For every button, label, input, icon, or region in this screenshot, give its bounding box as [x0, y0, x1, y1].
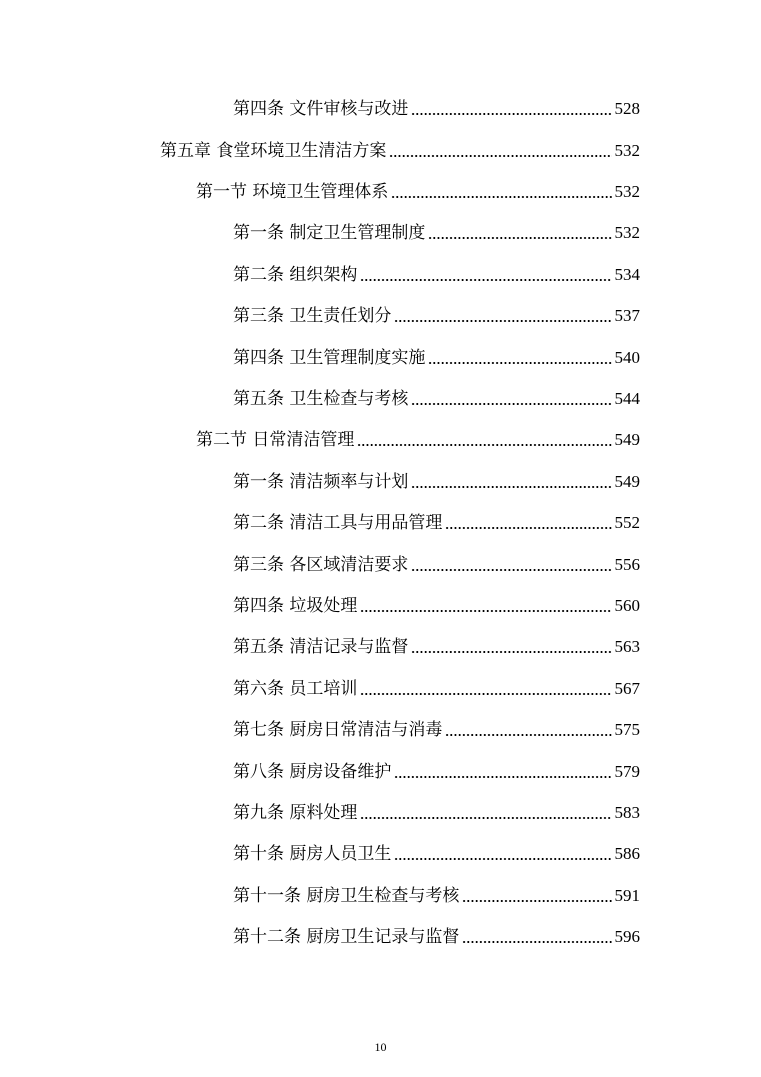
toc-entry-title: 第二条 清洁工具与用品管理 [233, 513, 443, 533]
toc-entry[interactable] [233, 220, 640, 246]
toc-entry-title: 第四条 文件审核与改进 [233, 99, 409, 119]
toc-entry-title: 第一条 清洁频率与计划 [233, 472, 409, 492]
toc-entry-page: 534 [614, 265, 640, 284]
toc-entry[interactable] [233, 883, 640, 909]
toc-entry-title: 第九条 原料处理 [233, 803, 358, 823]
toc-entry-page: 556 [614, 555, 640, 574]
toc-entry[interactable] [160, 138, 640, 164]
dot-leader [411, 486, 611, 488]
toc-entry[interactable] [233, 676, 640, 702]
toc-entry[interactable] [233, 841, 640, 867]
toc-entry-title: 第三条 卫生责任划分 [233, 306, 392, 326]
toc-entry[interactable] [233, 386, 640, 412]
toc-entry-page: 528 [614, 99, 640, 118]
dot-leader [394, 858, 611, 860]
dot-leader [394, 776, 611, 778]
dot-leader [360, 693, 611, 695]
toc-entry[interactable] [196, 427, 640, 453]
toc-entry-title: 第一条 制定卫生管理制度 [233, 223, 426, 243]
dot-leader [360, 279, 611, 281]
dot-leader [428, 362, 611, 364]
toc-entry-title: 第十二条 厨房卫生记录与监督 [233, 927, 460, 947]
toc-entry[interactable] [233, 96, 640, 122]
toc-entry-title: 第八条 厨房设备维护 [233, 762, 392, 782]
dot-leader [411, 651, 611, 653]
dot-leader [428, 237, 611, 239]
dot-leader [445, 734, 611, 736]
toc-entry-title: 第十一条 厨房卫生检查与考核 [233, 886, 460, 906]
toc-entry-page: 552 [614, 513, 640, 532]
dot-leader [360, 610, 611, 612]
toc-entry-title: 第二条 组织架构 [233, 265, 358, 285]
toc-entry-page: 586 [614, 844, 640, 863]
toc-entry[interactable] [233, 345, 640, 371]
toc-entry-title: 第四条 卫生管理制度实施 [233, 348, 426, 368]
dot-leader [389, 155, 611, 157]
toc-entry-page: 591 [614, 886, 640, 905]
toc-entry-page: 579 [614, 762, 640, 781]
dot-leader [411, 403, 611, 405]
toc-entry[interactable] [233, 717, 640, 743]
toc-entry[interactable] [233, 634, 640, 660]
toc-entry[interactable] [233, 262, 640, 288]
toc-entry[interactable] [233, 759, 640, 785]
toc-entry[interactable] [233, 800, 640, 826]
toc-entry-title: 第三条 各区域清洁要求 [233, 555, 409, 575]
toc-entry-page: 563 [614, 637, 640, 656]
dot-leader [394, 320, 611, 322]
toc-entry-page: 596 [614, 927, 640, 946]
toc-entry[interactable] [233, 924, 640, 950]
toc-entry-page: 532 [614, 223, 640, 242]
toc-entry[interactable] [233, 469, 640, 495]
dot-leader [391, 196, 611, 198]
toc-entry-page: 583 [614, 803, 640, 822]
dot-leader [462, 941, 611, 943]
toc-entry-page: 532 [614, 182, 640, 201]
dot-leader [445, 527, 611, 529]
toc-entry-title: 第七条 厨房日常清洁与消毒 [233, 720, 443, 740]
toc-entry-page: 532 [614, 141, 640, 160]
dot-leader [357, 444, 611, 446]
toc-entry-page: 567 [614, 679, 640, 698]
toc-entry-title: 第五条 清洁记录与监督 [233, 637, 409, 657]
toc-entry-page: 549 [614, 430, 640, 449]
toc-entry[interactable] [233, 552, 640, 578]
dot-leader [360, 817, 611, 819]
dot-leader [411, 569, 611, 571]
dot-leader [462, 900, 611, 902]
toc-entry-title: 第十条 厨房人员卫生 [233, 844, 392, 864]
toc-entry-page: 575 [614, 720, 640, 739]
toc-entry[interactable] [233, 593, 640, 619]
toc-entry[interactable] [233, 510, 640, 536]
toc-entry-title: 第二节 日常清洁管理 [196, 430, 355, 450]
toc-entry-page: 549 [614, 472, 640, 491]
toc-entry-page: 544 [614, 389, 640, 408]
toc-entry-page: 560 [614, 596, 640, 615]
toc-entry-title: 第六条 员工培训 [233, 679, 358, 699]
toc-entry-title: 第五章 食堂环境卫生清洁方案 [160, 141, 387, 161]
toc-entry-title: 第五条 卫生检查与考核 [233, 389, 409, 409]
toc-entry-title: 第一节 环境卫生管理体系 [196, 182, 389, 202]
toc-entry[interactable] [233, 303, 640, 329]
toc-entry[interactable] [196, 179, 640, 205]
toc-entry-title: 第四条 垃圾处理 [233, 596, 358, 616]
page-number: 10 [374, 1040, 387, 1054]
toc-entry-page: 540 [614, 348, 640, 367]
toc-entry-page: 537 [614, 306, 640, 325]
dot-leader [411, 113, 611, 115]
